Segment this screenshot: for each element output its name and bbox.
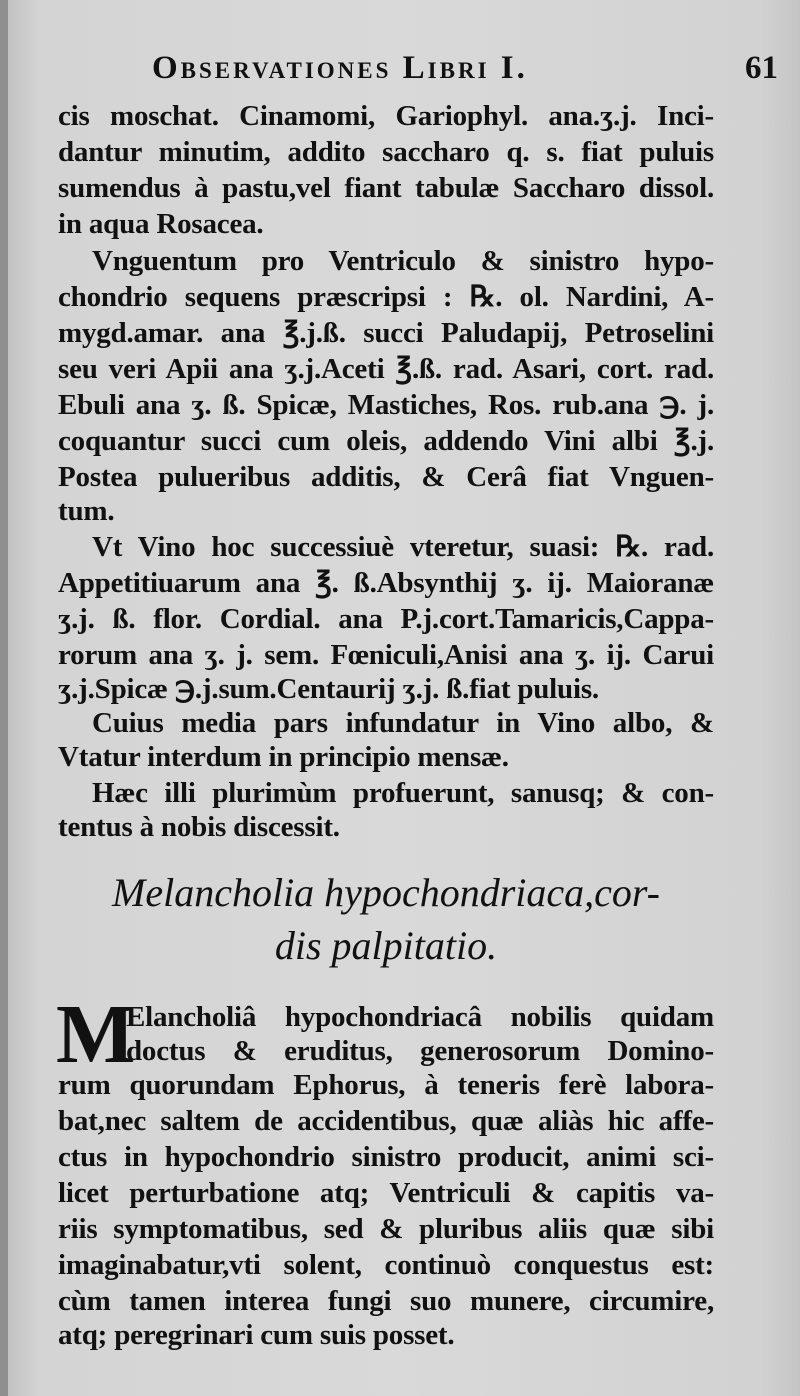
text-line: mygd.amar. ana ℥.j.ß. succi Paludapij, Petroselini bbox=[58, 317, 714, 349]
text-line: coquantur succi cum oleis, addendo Vini albi ℥.j. bbox=[58, 425, 714, 457]
text-line: imaginabatur,vti solent, continuò conquestus est: bbox=[58, 1249, 714, 1281]
page-header bbox=[152, 50, 778, 90]
text-line: Elancholiâ hypochondriacâ nobilis quidam bbox=[126, 1001, 714, 1033]
text-line: cùm tamen interea fungi suo munere, circumire, bbox=[58, 1285, 714, 1317]
text-line: cis moschat. Cinamomi, Gariophyl. ana.ʒ.j. Inci- bbox=[58, 100, 714, 132]
text-line: Postea pulueribus additis, & Cerâ fiat Vnguen- bbox=[58, 461, 714, 493]
text-line: Vt Vino hoc successiuè vteretur, suasi: ℞. rad. bbox=[92, 531, 714, 563]
text-line: bat,nec saltem de accidentibus, quæ aliàs hic affe- bbox=[58, 1105, 714, 1137]
drop-cap-initial: M bbox=[56, 988, 136, 1081]
text-line: rorum ana ʒ. j. sem. Fœniculi,Anisi ana ʒ. ij. Carui bbox=[58, 639, 714, 671]
text-line: tentus à nobis discessit. bbox=[58, 811, 340, 843]
text-line: Vnguentum pro Ventriculo & sinistro hypo- bbox=[92, 245, 714, 277]
running-head: Observationes Libri I. bbox=[152, 50, 528, 86]
text-line: Vtatur interdum in principio mensæ. bbox=[58, 741, 509, 773]
text-line: in aqua Rosacea. bbox=[58, 208, 264, 240]
text-line: ʒ.j.Spicæ ℈.j.sum.Centaurij ʒ.j. ß.fiat puluis. bbox=[58, 673, 599, 705]
page-number: 61 bbox=[745, 50, 778, 86]
text-line: sumendus à pastu,vel fiant tabulæ Saccharo dissol. bbox=[58, 172, 714, 204]
text-line: chondrio sequens præscripsi : ℞. ol. Nardini, A- bbox=[58, 281, 714, 313]
text-line: dantur minutim, addito saccharo q. s. fiat puluis bbox=[58, 136, 714, 168]
text-line: Appetitiuarum ana ℥. ß.Absynthij ʒ. ij. Maioranæ bbox=[58, 567, 714, 599]
text-line: tum. bbox=[58, 495, 115, 527]
section-heading-line-1: Melancholia hypochondriaca,cor- bbox=[112, 870, 660, 915]
text-line: atq; peregrinari cum suis posset. bbox=[58, 1319, 455, 1351]
text-line: rum quorundam Ephorus, à teneris ferè labora- bbox=[58, 1069, 714, 1101]
text-line: Cuius media pars infundatur in Vino albo, & bbox=[92, 707, 714, 739]
text-line: doctus & eruditus, generosorum Domino- bbox=[126, 1035, 714, 1067]
text-line: Hæc illi plurimùm profuerunt, sanusq; & con- bbox=[92, 777, 714, 809]
text-line: riis symptomatibus, sed & pluribus aliis quæ sibi bbox=[58, 1213, 714, 1245]
text-line: seu veri Apii ana ʒ.j.Aceti ℥.ß. rad. Asari, cort. rad. bbox=[58, 353, 714, 385]
text-line: ʒ.j. ß. flor. Cordial. ana P.j.cort.Tamaricis,Cappa- bbox=[58, 603, 714, 635]
text-line: ctus in hypochondrio sinistro producit, animi sci- bbox=[58, 1141, 714, 1173]
section-heading-line-2: dis palpitatio. bbox=[274, 923, 498, 968]
text-line: licet perturbatione atq; Ventriculi & capitis va- bbox=[58, 1177, 714, 1209]
text-line: Ebuli ana ʒ. ß. Spicæ, Mastiches, Ros. rub.ana ℈. j. bbox=[58, 389, 714, 421]
